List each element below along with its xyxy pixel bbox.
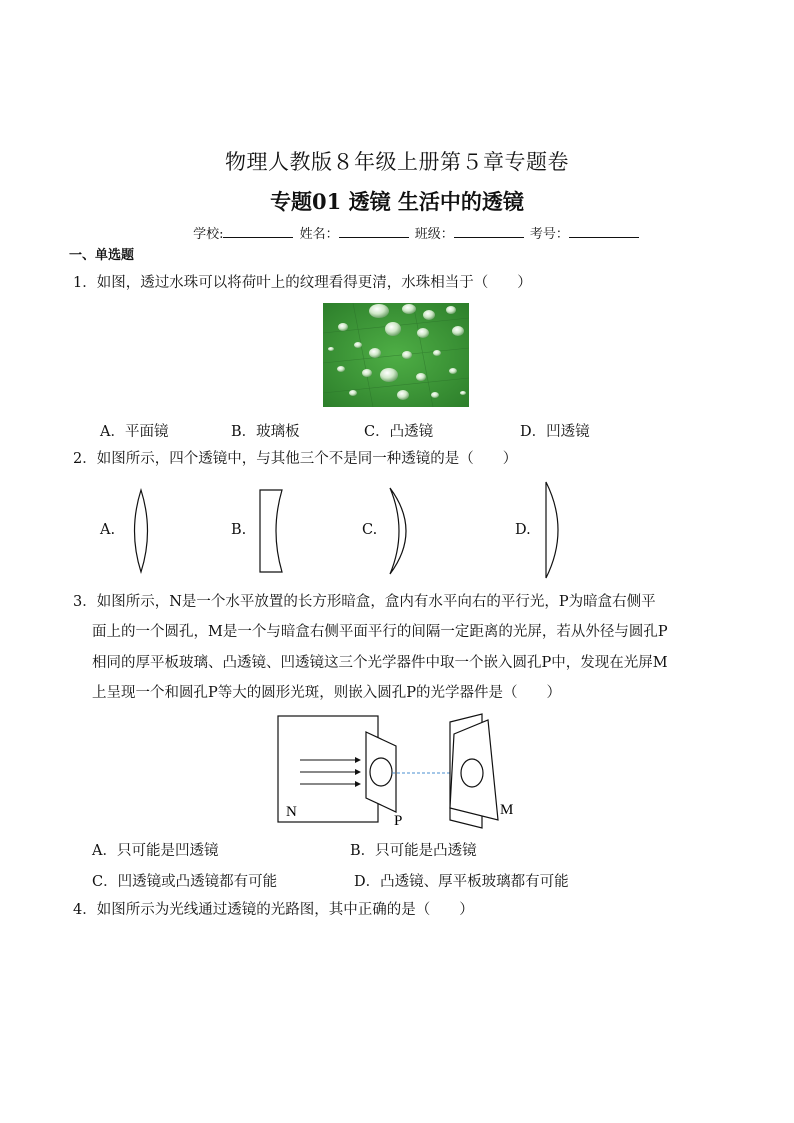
q1-option-a: A．平面镜 <box>100 424 169 440</box>
q3-option-b: B．只可能是凸透镜 <box>350 843 477 859</box>
lens-d-plano-convex <box>540 480 570 580</box>
lens-a-biconvex <box>126 488 156 574</box>
q3-option-a: A．只可能是凹透镜 <box>92 843 219 859</box>
name-blank <box>339 225 409 238</box>
question-3-line-4: 上呈现一个和圆孔P等大的圆形光斑，则嵌入圆孔P的光学器件是（ ） <box>92 685 562 701</box>
optics-box-diagram <box>270 712 530 832</box>
q3-option-d: D．凸透镜、厚平板玻璃都有可能 <box>354 874 569 890</box>
lens-b-plano-concave <box>254 488 288 574</box>
school-blank <box>223 225 293 238</box>
question-3-line-2: 面上的一个圆孔，M是一个与暗盒右侧平面平行的间隔一定距离的光屏，若从外径与圆孔P <box>92 624 668 640</box>
exam-number-label: 考号： <box>529 227 569 242</box>
question-1-stem: 1．如图，透过水珠可以将荷叶上的纹理看得更清，水珠相当于（ ） <box>73 275 532 291</box>
label-m: M <box>500 802 514 818</box>
q1-option-c: C．凸透镜 <box>364 424 434 440</box>
lens-b-label: B. <box>231 522 247 538</box>
page-subtitle: 专题01 透镜 生活中的透镜 <box>270 189 524 214</box>
label-n: N <box>286 804 297 820</box>
q3-option-c: C．凹透镜或凸透镜都有可能 <box>92 874 278 890</box>
section-title: 一、单选题 <box>69 248 135 263</box>
q1-option-d: D．凹透镜 <box>520 424 590 440</box>
school-label: 学校: <box>193 227 224 242</box>
question-3-line-3: 相同的厚平板玻璃、凸透镜、凹透镜这三个光学器件中取一个嵌入圆孔P中，发现在光屏M <box>92 655 668 671</box>
student-info-row <box>0 223 794 242</box>
page-title: 物理人教版８年级上册第５章专题卷 <box>225 150 569 174</box>
lens-a-label: A. <box>100 522 116 538</box>
lens-d-label: D. <box>515 522 531 538</box>
class-blank <box>454 225 524 238</box>
question-3-line-1: 3．如图所示，N是一个水平放置的长方形暗盒，盒内有水平向右的平行光，P为暗盒右侧平 <box>73 594 656 610</box>
lens-c-meniscus <box>386 486 420 576</box>
class-label: 班级： <box>414 227 454 242</box>
water-droplets-image <box>323 303 469 407</box>
lens-c-label: C. <box>362 522 378 538</box>
question-4-stem: 4．如图所示为光线通过透镜的光路图，其中正确的是（ ） <box>73 902 474 918</box>
q1-option-b: B．玻璃板 <box>231 424 300 440</box>
question-2-stem: 2．如图所示，四个透镜中，与其他三个不是同一种透镜的是（ ） <box>73 451 518 467</box>
label-p: P <box>394 813 403 829</box>
exam-number-blank <box>569 225 639 238</box>
name-label: 姓名： <box>299 227 339 242</box>
